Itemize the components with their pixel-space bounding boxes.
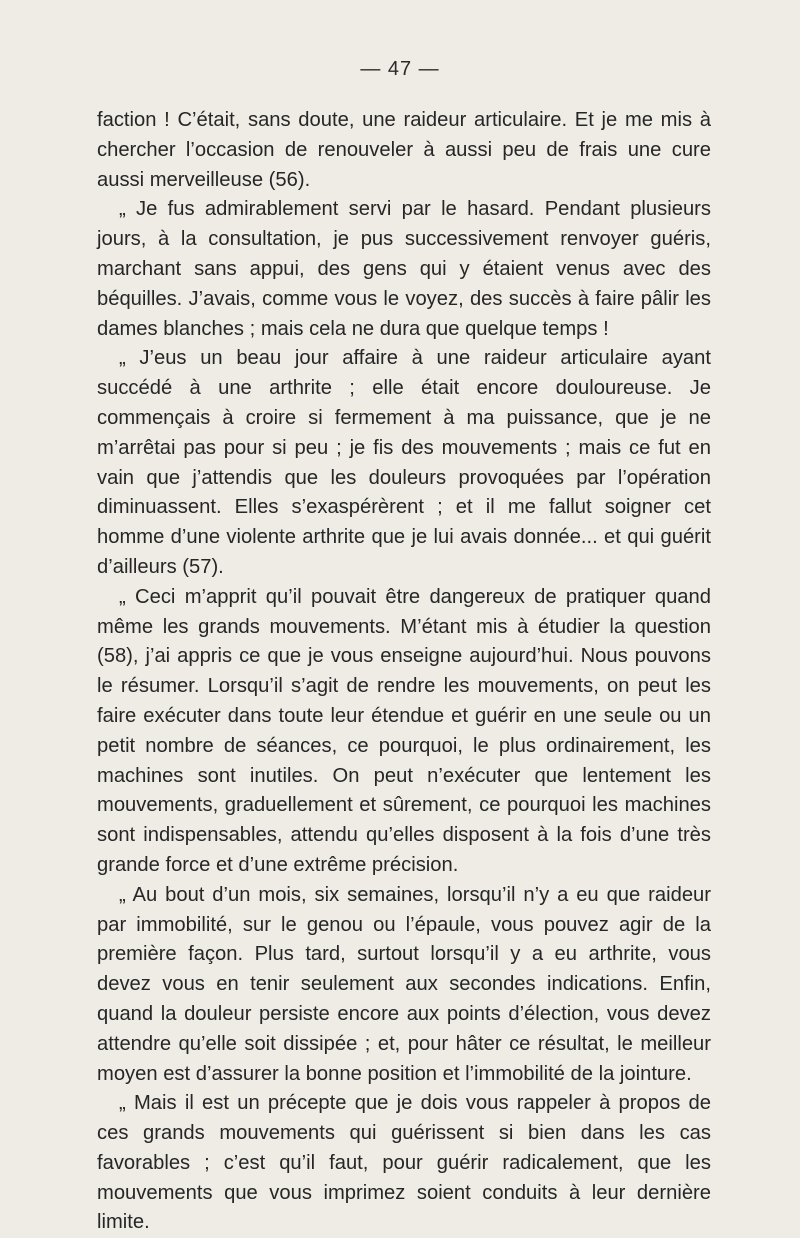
paragraph-4: „ Ceci m’apprit qu’il pouvait être dangereux de pratiquer quand même les grands mouvements. M’étant mis à étudier la question (58), j’ai appris ce que je vous enseigne aujourd’hui. Nous pouvons le résumer. Lorsqu’il s’agit de rendre les mouvements, on peut les faire exécuter dans toute leur étendue et guérir en une seule ou un petit nombre de séances, ce pourquoi, le plus ordinairement, les machines sont inutiles. On peut n’exécuter que lentement les mouvements, graduellement et sûrement, ce pourquoi les machines sont indispensables, attendu qu’elles disposent à la fois d’une très grande force et d’une extrême précision. (97, 585, 711, 876)
body-text (97, 106, 711, 1238)
page-number: — 47 — (360, 58, 440, 80)
paragraph-3: „ J’eus un beau jour affaire à une raideur articulaire ayant succédé à une arthrite ; elle était encore douloureuse. Je commençais à croire si fermement à ma puissance, que je ne m’arrêtai pas pour si peu ; je fis des mouvements ; mais ce fut en vain que j’attendis que les douleurs provoquées par l’opération diminuassent. Elles s’exaspérèrent ; et il me fallut soigner cet homme d’une violente arthrite que je lui avais donnée... et qui guérit d’ailleurs (57). (97, 347, 711, 578)
paragraph-6: „ Mais il est un précepte que je dois vous rappeler à propos de ces grands mouvements qui guérissent si bien dans les cas favorables ; c’est qu’il faut, pour guérir radicalement, que les mouvements que vous imprimez soient conduits à leur dernière limite. (97, 1092, 711, 1234)
paragraph-2: „ Je fus admirablement servi par le hasard. Pendant plusieurs jours, à la consultation, je pus successivement renvoyer guéris, marchant sans appui, des gens qui y étaient venus avec des béquilles. J’avais, comme vous le voyez, des succès à faire pâlir les dames blanches ; mais cela ne dura que quelque temps ! (97, 198, 711, 340)
paragraph-1: faction ! C’était, sans doute, une raideur articulaire. Et je me mis à chercher l’occasion de renouveler à aussi peu de frais une cure aussi merveilleuse (56). (97, 109, 711, 191)
paragraph-5: „ Au bout d’un mois, six semaines, lorsqu’il n’y a eu que raideur par immobilité, sur le genou ou l’épaule, vous pouvez agir de la première façon. Plus tard, surtout lorsqu’il y a eu arthrite, vous devez vous en tenir seulement aux secondes indications. Enfin, quand la douleur persiste encore aux points d’élection, vous devez attendre qu’elle soit dissipée ; et, pour hâter ce résultat, le meilleur moyen est d’assurer la bonne position et l’immobilité de la jointure. (97, 883, 711, 1085)
